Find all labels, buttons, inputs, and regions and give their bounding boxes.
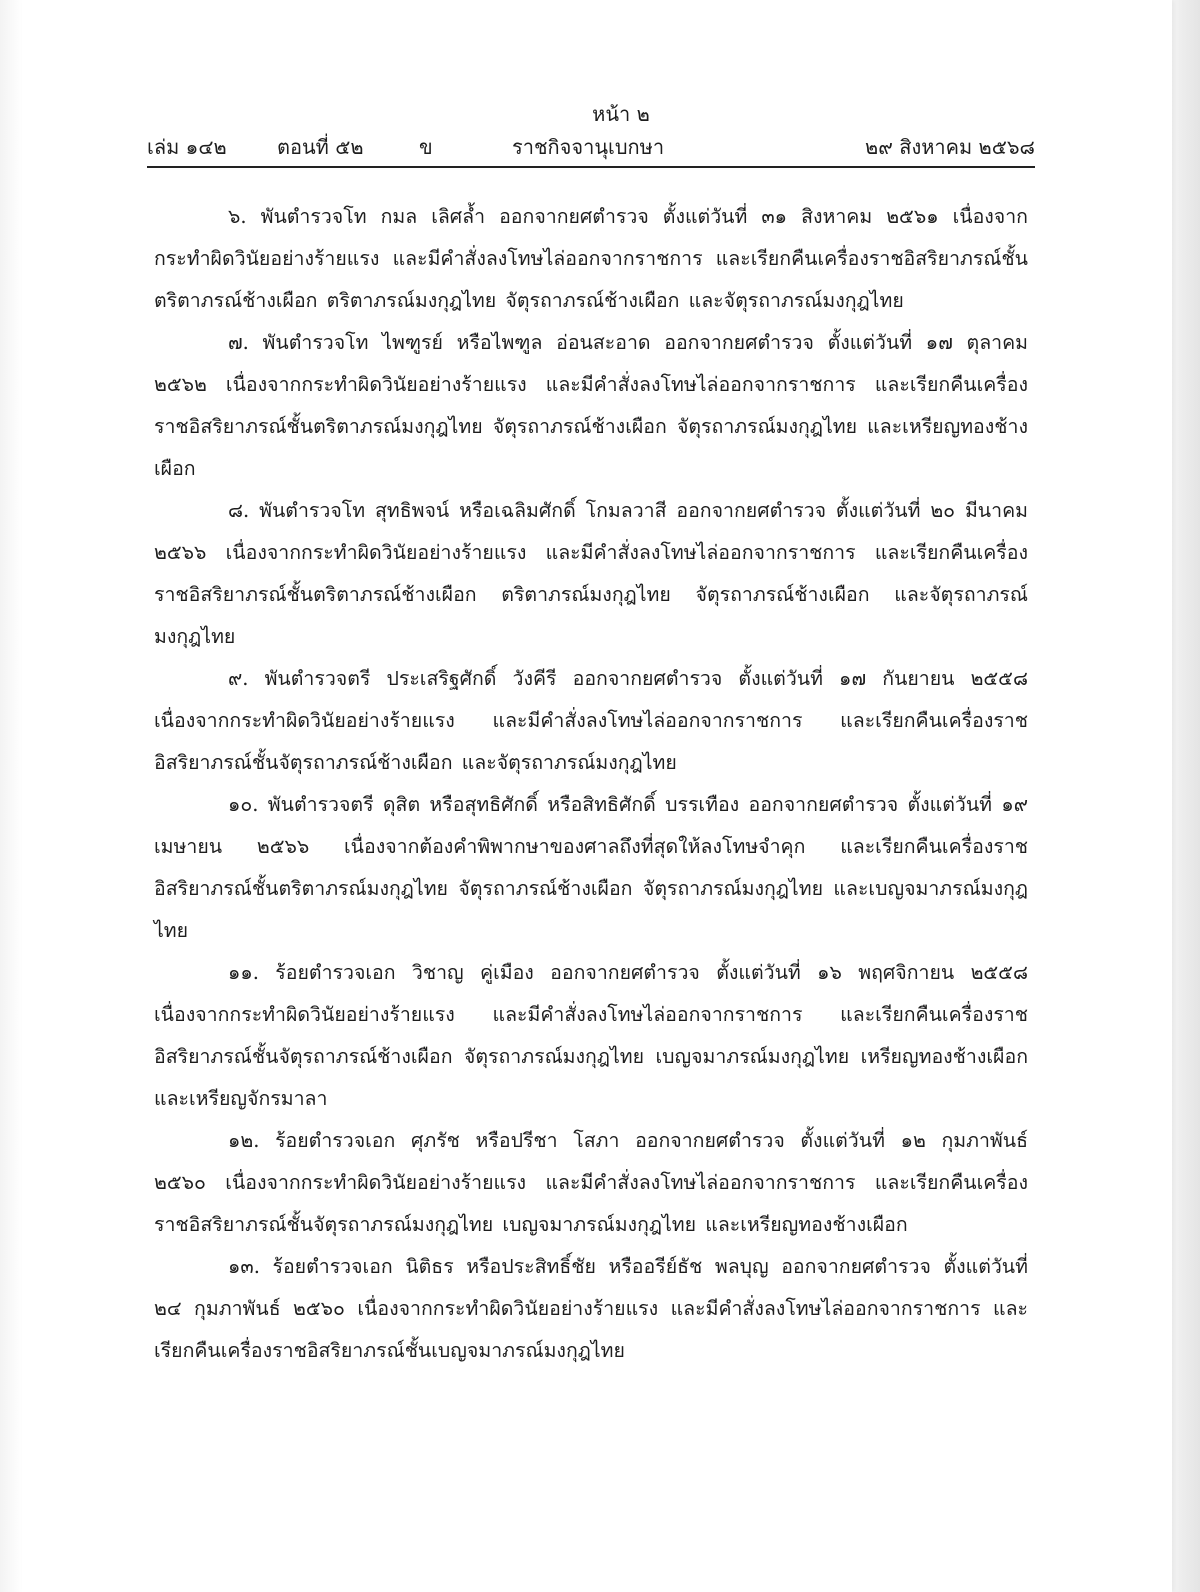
paragraph-item-10: ๑๐. พันตำรวจตรี ดุสิต หรือสุทธิศักดิ์ หรือสิทธิศักดิ์ บรรเทือง ออกจากยศตำรวจ ตั้งแต่วันที่ ๑๙ เมษายน ๒๕๖๖ เนื่องจากต้องคำพิพากษาของศาลถึงที่สุดให้ลงโทษจำคุก และเรียกคืนเครื่องราชอิสริยาภรณ์ชั้นตริตาภรณ์มงกุฎไทย จัตุรถาภรณ์ช้างเผือก จัตุรถาภรณ์มงกุฎไทย และเบญจมาภรณ์มงกุฎไทย (154, 793, 1028, 942)
paragraph-item-12: ๑๒. ร้อยตำรวจเอก ศุภรัช หรือปรีชา โสภา ออกจากยศตำรวจ ตั้งแต่วันที่ ๑๒ กุมภาพันธ์ ๒๕๖๐ เนื่องจากกระทำผิดวินัยอย่างร้ายแรง และมีคำสั่งลงโทษไล่ออกจากราชการ และเรียกคืนเครื่องราชอิสริยาภรณ์ชั้นจัตุรถาภรณ์มงกุฎไทย เบญจมาภรณ์มงกุฎไทย และเหรียญทองช้างเผือก (154, 1129, 1028, 1236)
issue-label: ตอนที่ ๕๒ (277, 135, 364, 159)
section-label: ข (419, 135, 433, 159)
paragraph-item-8: ๘. พันตำรวจโท สุทธิพจน์ หรือเฉลิมศักดิ์ โกมลวาสี ออกจากยศตำรวจ ตั้งแต่วันที่ ๒๐ มีนาคม ๒๕๖๖ เนื่องจากกระทำผิดวินัยอย่างร้ายแรง และมีคำสั่งลงโทษไล่ออกจากราชการ และเรียกคืนเครื่องราชอิสริยาภรณ์ชั้นตริตาภรณ์ช้างเผือก ตริตาภรณ์มงกุฎไทย จัตุรถาภรณ์ช้างเผือก และจัตุรถาภรณ์มงกุฎไทย (154, 499, 1028, 648)
paragraph-item-9: ๙. พันตำรวจตรี ประเสริฐศักดิ์ วังคีรี ออกจากยศตำรวจ ตั้งแต่วันที่ ๑๗ กันยายน ๒๕๕๘ เนื่องจากกระทำผิดวินัยอย่างร้ายแรง และมีคำสั่งลงโทษไล่ออกจากราชการ และเรียกคืนเครื่องราชอิสริยาภรณ์ชั้นจัตุรถาภรณ์ช้างเผือก และจัตุรถาภรณ์มงกุฎไทย (154, 667, 1028, 774)
paragraph-item-7: ๗. พันตำรวจโท ไพฑูรย์ หรือไพฑูล อ่อนสะอาด ออกจากยศตำรวจ ตั้งแต่วันที่ ๑๗ ตุลาคม ๒๕๖๒ เนื่องจากกระทำผิดวินัยอย่างร้ายแรง และมีคำสั่งลงโทษไล่ออกจากราชการ และเรียกคืนเครื่องราชอิสริยาภรณ์ชั้นตริตาภรณ์มงกุฎไทย จัตุรถาภรณ์ช้างเผือก จัตุรถาภรณ์มงกุฎไทย และเหรียญทองช้างเผือก (154, 331, 1028, 480)
paragraph-item-13: ๑๓. ร้อยตำรวจเอก นิติธร หรือประสิทธิ์ชัย หรืออรีย์ธัช พลบุญ ออกจากยศตำรวจ ตั้งแต่วันที่ ๒๔ กุมภาพันธ์ ๒๕๖๐ เนื่องจากกระทำผิดวินัยอย่างร้ายแรง และมีคำสั่งลงโทษไล่ออกจากราชการ และเรียกคืนเครื่องราชอิสริยาภรณ์ชั้นเบญจมาภรณ์มงกุฎไทย (154, 1255, 1028, 1362)
header-row (147, 130, 1035, 164)
page-header (147, 100, 1035, 168)
gazette-name: ราชกิจจานุเบกษา (512, 135, 665, 159)
paragraph-item-6: ๖. พันตำรวจโท กมล เลิศล้ำ ออกจากยศตำรวจ ตั้งแต่วันที่ ๓๑ สิงหาคม ๒๕๖๑ เนื่องจากกระทำผิดวินัยอย่างร้ายแรง และมีคำสั่งลงโทษไล่ออกจากราชการ และเรียกคืนเครื่องราชอิสริยาภรณ์ชั้นตริตาภรณ์ช้างเผือก ตริตาภรณ์มงกุฎไทย จัตุรถาภรณ์ช้างเผือก และจัตุรถาภรณ์มงกุฎไทย (154, 205, 1028, 312)
volume-label: เล่ม ๑๔๒ (147, 135, 227, 159)
document-body (154, 196, 1028, 1372)
document-page (22, 0, 1172, 1592)
page-number: หน้า ๒ (592, 102, 650, 126)
publication-date: ๒๙ สิงหาคม ๒๕๖๘ (865, 135, 1035, 159)
header-divider (147, 166, 1035, 168)
paragraph-item-11: ๑๑. ร้อยตำรวจเอก วิชาญ คู่เมือง ออกจากยศตำรวจ ตั้งแต่วันที่ ๑๖ พฤศจิกายน ๒๕๕๘ เนื่องจากกระทำผิดวินัยอย่างร้ายแรง และมีคำสั่งลงโทษไล่ออกจากราชการ และเรียกคืนเครื่องราชอิสริยาภรณ์ชั้นจัตุรถาภรณ์ช้างเผือก จัตุรถาภรณ์มงกุฎไทย เบญจมาภรณ์มงกุฎไทย เหรียญทองช้างเผือก และเหรียญจักรมาลา (154, 961, 1028, 1110)
